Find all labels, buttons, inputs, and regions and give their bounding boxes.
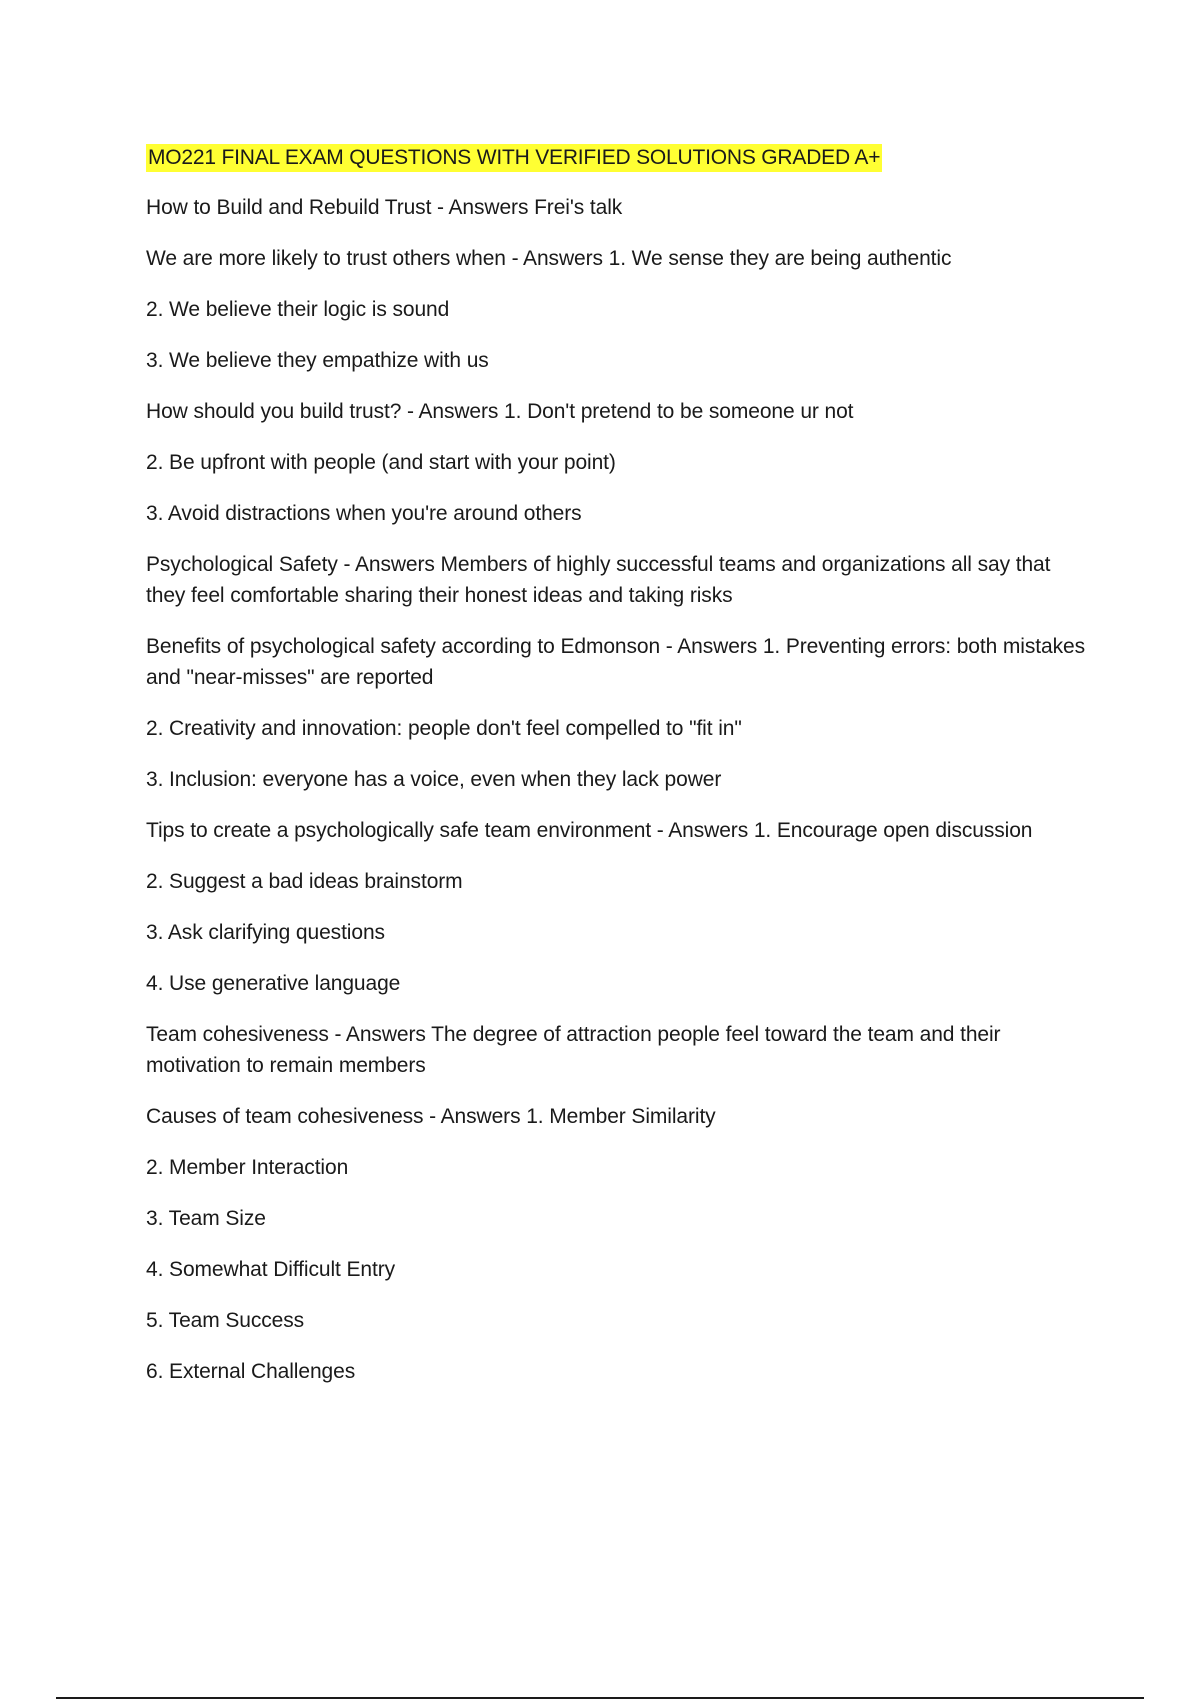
footer-divider [56, 1697, 1144, 1699]
paragraph-15: 4. Use generative language [146, 972, 401, 995]
paragraph-5: How should you build trust? - Answers 1. Don't pretend to be someone ur not [146, 400, 854, 423]
document-title: MO221 FINAL EXAM QUESTIONS WITH VERIFIED SOLUTIONS GRADED A+ [146, 144, 882, 172]
paragraph-8: Psychological Safety - Answers Members of highly successful teams and organizations all say that they feel comfortable sharing their honest ideas and taking risks [146, 553, 1051, 607]
paragraph-21: 5. Team Success [146, 1309, 305, 1332]
paragraph-13: 2. Suggest a bad ideas brainstorm [146, 870, 463, 893]
paragraph-14: 3. Ask clarifying questions [146, 921, 385, 944]
paragraph-22: 6. External Challenges [146, 1360, 356, 1383]
paragraph-16: Team cohesiveness - Answers The degree of attraction people feel toward the team and their motivation to remain members [146, 1023, 1001, 1077]
document-body [146, 144, 1086, 1407]
paragraph-18: 2. Member Interaction [146, 1156, 349, 1179]
paragraph-12: Tips to create a psychologically safe team environment - Answers 1. Encourage open discussion [146, 819, 1033, 842]
paragraph-7: 3. Avoid distractions when you're around others [146, 502, 582, 525]
paragraph-20: 4. Somewhat Difficult Entry [146, 1258, 396, 1281]
paragraph-4: 3. We believe they empathize with us [146, 349, 489, 372]
paragraph-11: 3. Inclusion: everyone has a voice, even when they lack power [146, 768, 722, 791]
paragraph-6: 2. Be upfront with people (and start with your point) [146, 451, 616, 474]
paragraph-9: Benefits of psychological safety according to Edmonson - Answers 1. Preventing errors: both mistakes and "near-misses" are reported [146, 635, 1085, 689]
paragraph-10: 2. Creativity and innovation: people don't feel compelled to "fit in" [146, 717, 742, 740]
paragraph-19: 3. Team Size [146, 1207, 266, 1230]
paragraph-2: We are more likely to trust others when - Answers 1. We sense they are being authentic [146, 247, 952, 270]
paragraph-17: Causes of team cohesiveness - Answers 1. Member Similarity [146, 1105, 716, 1128]
paragraph-3: 2. We believe their logic is sound [146, 298, 450, 321]
paragraph-1: How to Build and Rebuild Trust - Answers Frei's talk [146, 196, 623, 219]
